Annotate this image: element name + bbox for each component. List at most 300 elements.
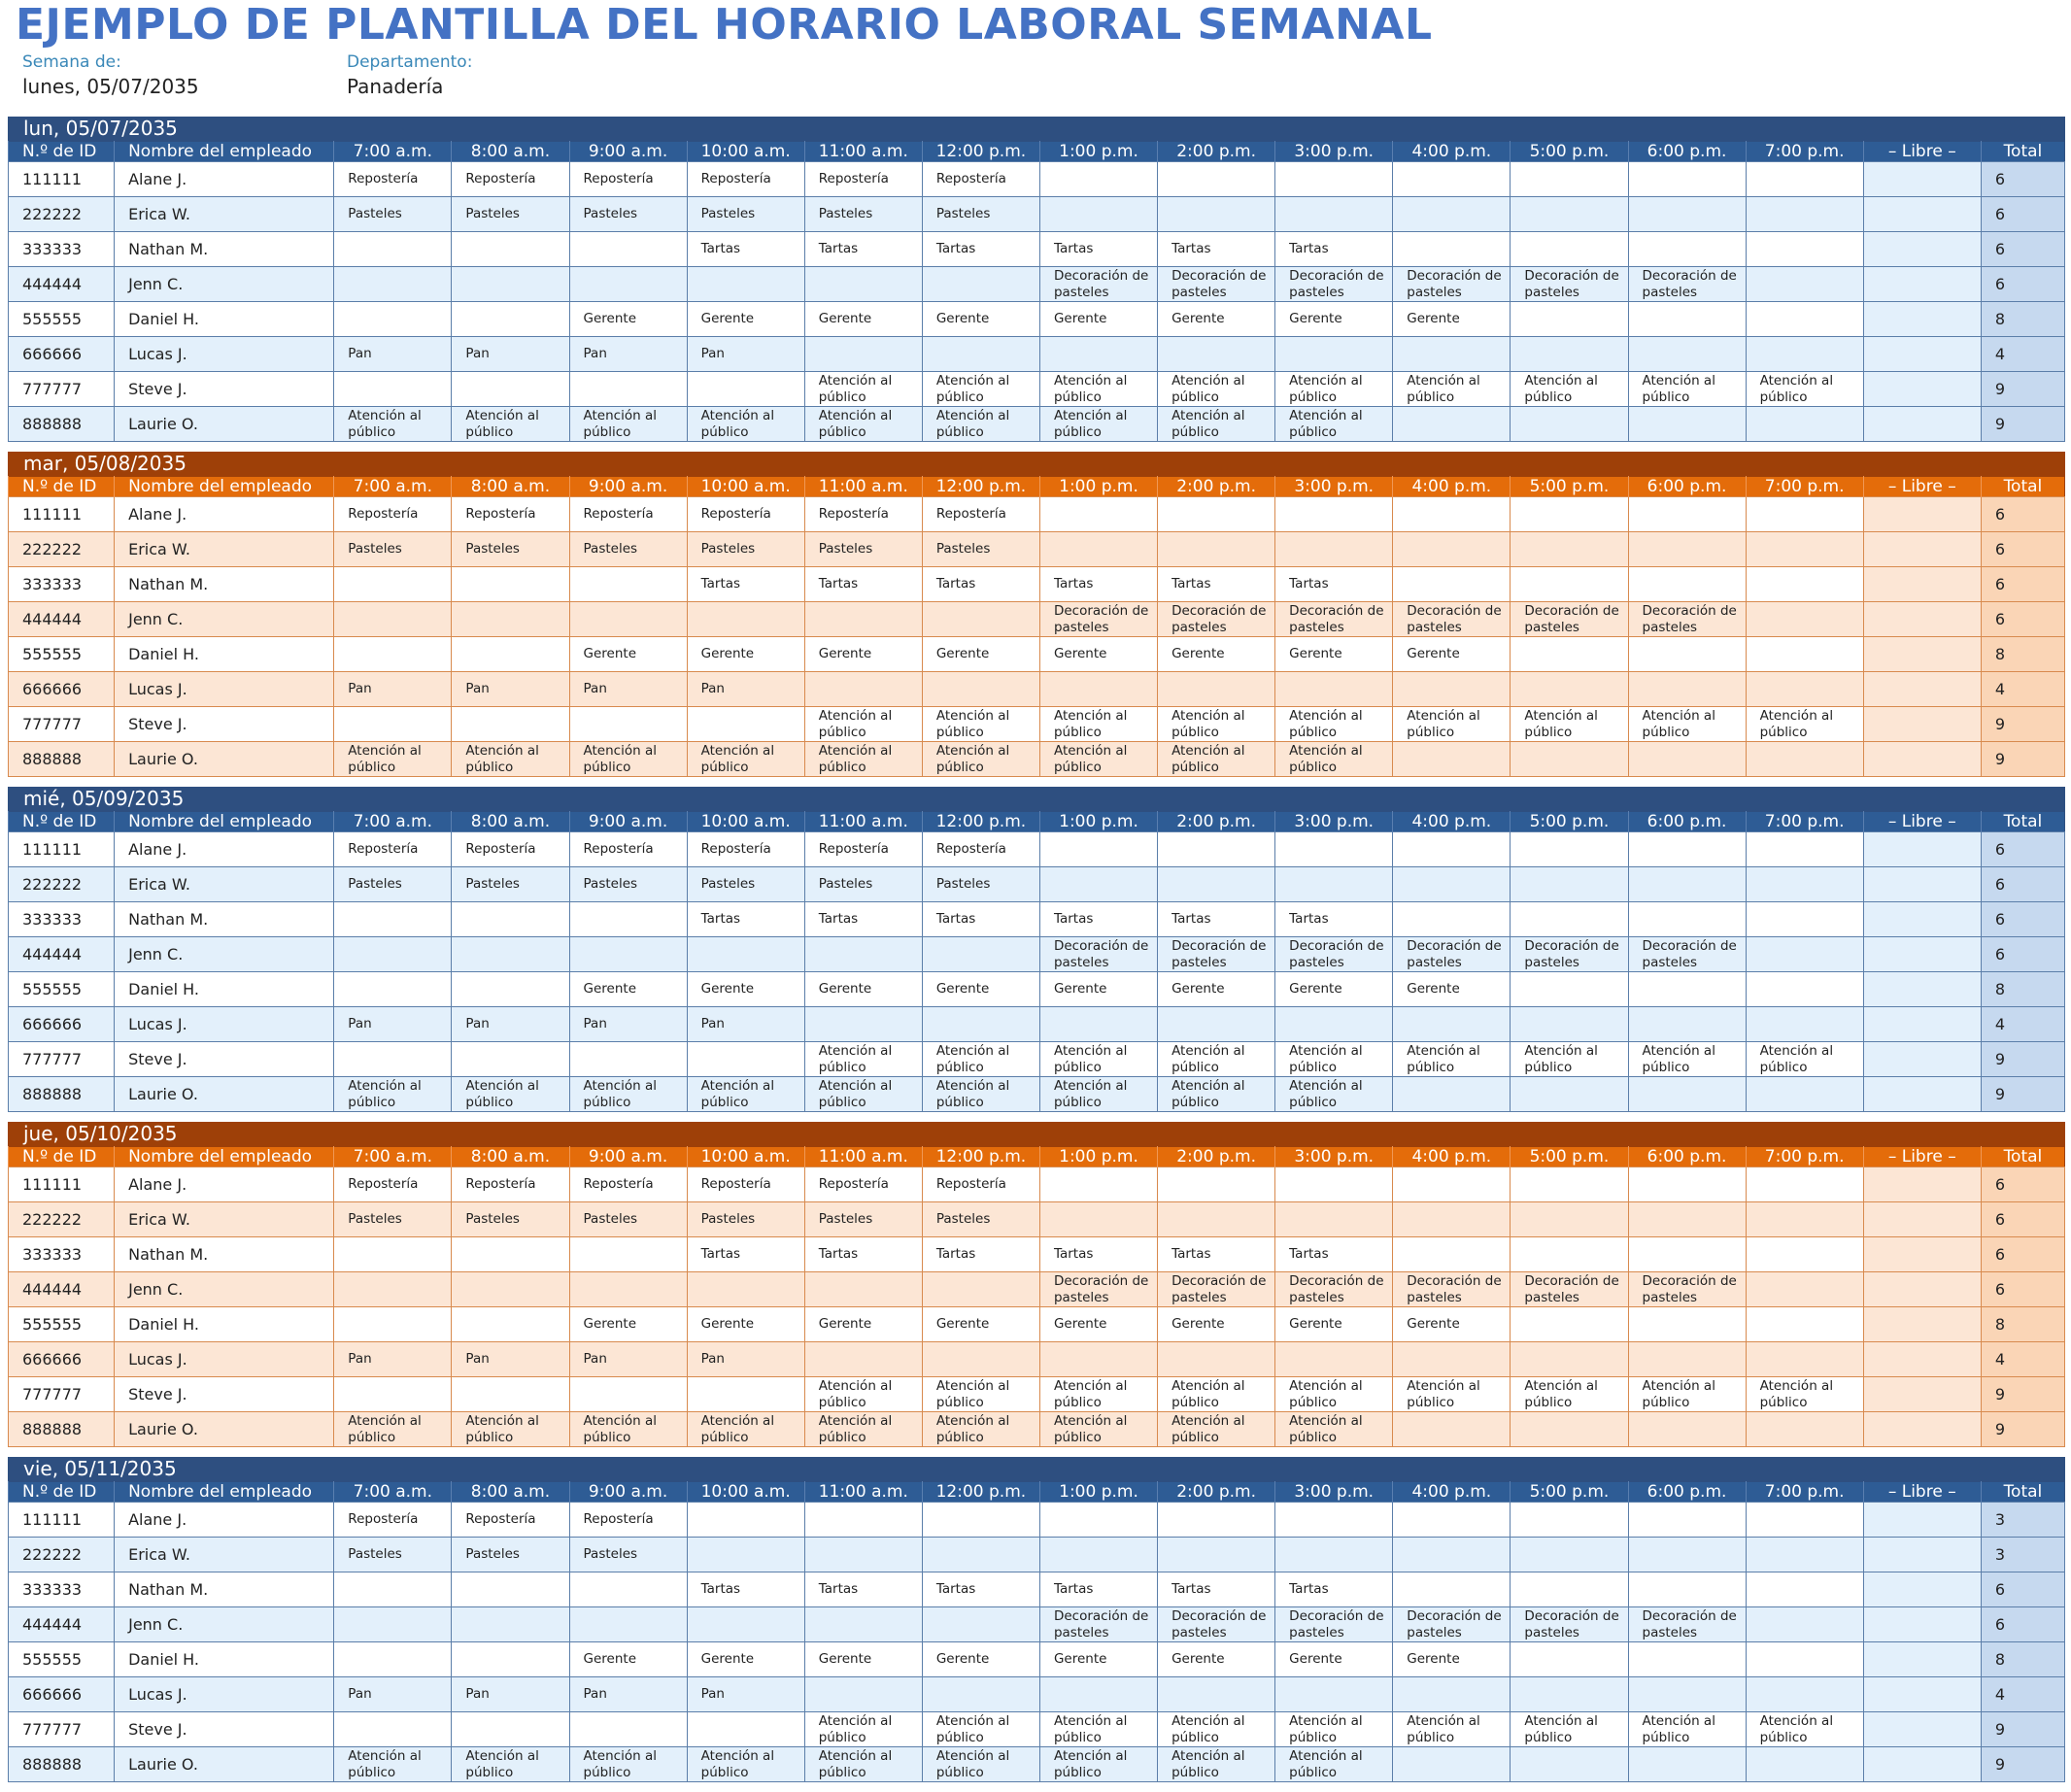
shift-cell[interactable]: Decoración de pasteles <box>1393 267 1511 302</box>
shift-cell[interactable] <box>334 602 452 637</box>
shift-cell[interactable] <box>1158 197 1275 232</box>
free-cell[interactable] <box>1863 407 1981 442</box>
shift-cell[interactable] <box>1746 497 1863 532</box>
shift-cell[interactable] <box>334 1712 452 1747</box>
employee-name-cell[interactable]: Steve J. <box>115 1377 334 1412</box>
shift-cell[interactable]: Gerente <box>804 972 922 1007</box>
shift-cell[interactable]: Pan <box>687 337 804 372</box>
employee-name-cell[interactable]: Erica W. <box>115 867 334 902</box>
shift-cell[interactable] <box>804 672 922 707</box>
shift-cell[interactable]: Pan <box>687 1007 804 1042</box>
shift-cell[interactable]: Gerente <box>1275 972 1393 1007</box>
shift-cell[interactable]: Tartas <box>1275 1237 1393 1272</box>
shift-cell[interactable]: Atención al público <box>1746 707 1863 742</box>
employee-name-cell[interactable]: Jenn C. <box>115 1272 334 1307</box>
shift-cell[interactable] <box>687 1272 804 1307</box>
employee-name-cell[interactable]: Alane J. <box>115 1167 334 1202</box>
shift-cell[interactable] <box>1039 1677 1157 1712</box>
shift-cell[interactable] <box>1511 1307 1628 1342</box>
shift-cell[interactable] <box>1628 1007 1746 1042</box>
shift-cell[interactable] <box>452 1377 569 1412</box>
shift-cell[interactable]: Pasteles <box>687 867 804 902</box>
shift-cell[interactable]: Decoración de pasteles <box>1628 602 1746 637</box>
shift-cell[interactable] <box>804 937 922 972</box>
shift-cell[interactable]: Pasteles <box>687 532 804 567</box>
shift-cell[interactable]: Atención al público <box>1158 407 1275 442</box>
shift-cell[interactable] <box>1511 742 1628 777</box>
employee-id-cell[interactable]: 111111 <box>9 497 115 532</box>
shift-cell[interactable]: Gerente <box>1039 302 1157 337</box>
shift-cell[interactable]: Atención al público <box>1746 1377 1863 1412</box>
shift-cell[interactable]: Decoración de pasteles <box>1275 1272 1393 1307</box>
shift-cell[interactable]: Repostería <box>804 832 922 867</box>
shift-cell[interactable]: Gerente <box>1393 302 1511 337</box>
shift-cell[interactable] <box>1628 532 1746 567</box>
employee-name-cell[interactable]: Alane J. <box>115 162 334 197</box>
shift-cell[interactable] <box>922 602 1039 637</box>
shift-cell[interactable] <box>452 1237 569 1272</box>
shift-cell[interactable] <box>334 937 452 972</box>
shift-cell[interactable]: Atención al público <box>1275 407 1393 442</box>
shift-cell[interactable]: Gerente <box>1275 302 1393 337</box>
employee-id-cell[interactable]: 111111 <box>9 1167 115 1202</box>
shift-cell[interactable] <box>804 1503 922 1538</box>
shift-cell[interactable] <box>569 1712 687 1747</box>
shift-cell[interactable]: Gerente <box>804 302 922 337</box>
shift-cell[interactable] <box>922 1342 1039 1377</box>
shift-cell[interactable]: Atención al público <box>804 1077 922 1112</box>
shift-cell[interactable]: Repostería <box>569 1167 687 1202</box>
shift-cell[interactable] <box>1628 1167 1746 1202</box>
shift-cell[interactable]: Gerente <box>1393 972 1511 1007</box>
employee-id-cell[interactable]: 888888 <box>9 1412 115 1447</box>
shift-cell[interactable] <box>1158 867 1275 902</box>
free-cell[interactable] <box>1863 1202 1981 1237</box>
shift-cell[interactable] <box>452 902 569 937</box>
shift-cell[interactable]: Pan <box>334 1342 452 1377</box>
shift-cell[interactable] <box>1746 197 1863 232</box>
employee-id-cell[interactable]: 222222 <box>9 1202 115 1237</box>
free-cell[interactable] <box>1863 1642 1981 1677</box>
shift-cell[interactable]: Atención al público <box>1628 1712 1746 1747</box>
shift-cell[interactable] <box>1628 567 1746 602</box>
employee-id-cell[interactable]: 444444 <box>9 602 115 637</box>
shift-cell[interactable]: Atención al público <box>1275 1747 1393 1782</box>
shift-cell[interactable] <box>569 707 687 742</box>
shift-cell[interactable] <box>569 1272 687 1307</box>
shift-cell[interactable]: Decoración de pasteles <box>1039 602 1157 637</box>
shift-cell[interactable]: Gerente <box>804 637 922 672</box>
shift-cell[interactable]: Atención al público <box>1275 742 1393 777</box>
shift-cell[interactable] <box>1158 1677 1275 1712</box>
shift-cell[interactable] <box>452 372 569 407</box>
shift-cell[interactable] <box>1628 497 1746 532</box>
free-cell[interactable] <box>1863 1503 1981 1538</box>
shift-cell[interactable]: Gerente <box>687 302 804 337</box>
shift-cell[interactable]: Atención al público <box>1628 1377 1746 1412</box>
shift-cell[interactable] <box>804 337 922 372</box>
free-cell[interactable] <box>1863 232 1981 267</box>
shift-cell[interactable] <box>1393 1538 1511 1572</box>
shift-cell[interactable] <box>922 1007 1039 1042</box>
shift-cell[interactable] <box>334 637 452 672</box>
shift-cell[interactable]: Repostería <box>687 162 804 197</box>
shift-cell[interactable]: Pan <box>569 1007 687 1042</box>
employee-name-cell[interactable]: Steve J. <box>115 1712 334 1747</box>
shift-cell[interactable]: Pasteles <box>334 532 452 567</box>
shift-cell[interactable]: Tartas <box>922 232 1039 267</box>
shift-cell[interactable] <box>1746 672 1863 707</box>
shift-cell[interactable] <box>1628 1412 1746 1447</box>
shift-cell[interactable] <box>1746 232 1863 267</box>
shift-cell[interactable]: Decoración de pasteles <box>1158 267 1275 302</box>
employee-id-cell[interactable]: 111111 <box>9 1503 115 1538</box>
shift-cell[interactable]: Decoración de pasteles <box>1039 1607 1157 1642</box>
shift-cell[interactable] <box>1393 197 1511 232</box>
shift-cell[interactable]: Atención al público <box>922 1747 1039 1782</box>
shift-cell[interactable] <box>1511 497 1628 532</box>
shift-cell[interactable]: Decoración de pasteles <box>1039 267 1157 302</box>
shift-cell[interactable]: Tartas <box>687 1237 804 1272</box>
shift-cell[interactable]: Atención al público <box>687 1747 804 1782</box>
employee-name-cell[interactable]: Jenn C. <box>115 937 334 972</box>
shift-cell[interactable]: Decoración de pasteles <box>1275 602 1393 637</box>
shift-cell[interactable]: Atención al público <box>1275 1042 1393 1077</box>
employee-id-cell[interactable]: 333333 <box>9 902 115 937</box>
employee-name-cell[interactable]: Alane J. <box>115 497 334 532</box>
shift-cell[interactable]: Atención al público <box>1393 707 1511 742</box>
shift-cell[interactable]: Repostería <box>334 1503 452 1538</box>
shift-cell[interactable] <box>1511 1642 1628 1677</box>
shift-cell[interactable] <box>1393 902 1511 937</box>
shift-cell[interactable]: Atención al público <box>922 1712 1039 1747</box>
shift-cell[interactable]: Decoración de pasteles <box>1511 1607 1628 1642</box>
shift-cell[interactable] <box>1746 602 1863 637</box>
shift-cell[interactable]: Atención al público <box>1275 372 1393 407</box>
shift-cell[interactable]: Atención al público <box>452 1077 569 1112</box>
shift-cell[interactable]: Gerente <box>1275 1642 1393 1677</box>
shift-cell[interactable]: Repostería <box>569 162 687 197</box>
shift-cell[interactable] <box>334 1572 452 1607</box>
employee-name-cell[interactable]: Nathan M. <box>115 567 334 602</box>
shift-cell[interactable] <box>1275 1167 1393 1202</box>
shift-cell[interactable]: Pan <box>569 337 687 372</box>
shift-cell[interactable] <box>1039 867 1157 902</box>
shift-cell[interactable] <box>1393 1202 1511 1237</box>
shift-cell[interactable]: Gerente <box>1158 637 1275 672</box>
shift-cell[interactable] <box>334 1042 452 1077</box>
shift-cell[interactable] <box>922 267 1039 302</box>
shift-cell[interactable] <box>1393 232 1511 267</box>
shift-cell[interactable] <box>569 937 687 972</box>
shift-cell[interactable]: Pasteles <box>334 197 452 232</box>
shift-cell[interactable]: Atención al público <box>1275 707 1393 742</box>
free-cell[interactable] <box>1863 337 1981 372</box>
shift-cell[interactable]: Atención al público <box>687 1412 804 1447</box>
shift-cell[interactable]: Atención al público <box>687 1077 804 1112</box>
shift-cell[interactable] <box>804 1677 922 1712</box>
shift-cell[interactable]: Gerente <box>1158 1642 1275 1677</box>
shift-cell[interactable]: Tartas <box>1275 567 1393 602</box>
shift-cell[interactable]: Atención al público <box>1039 1712 1157 1747</box>
shift-cell[interactable] <box>1393 1167 1511 1202</box>
employee-name-cell[interactable]: Daniel H. <box>115 1642 334 1677</box>
shift-cell[interactable]: Gerente <box>687 972 804 1007</box>
employee-id-cell[interactable]: 444444 <box>9 937 115 972</box>
shift-cell[interactable] <box>1393 1677 1511 1712</box>
shift-cell[interactable] <box>1628 1538 1746 1572</box>
shift-cell[interactable]: Repostería <box>569 1503 687 1538</box>
shift-cell[interactable]: Atención al público <box>1275 1712 1393 1747</box>
shift-cell[interactable] <box>1393 832 1511 867</box>
shift-cell[interactable]: Decoración de pasteles <box>1511 1272 1628 1307</box>
shift-cell[interactable] <box>1393 867 1511 902</box>
shift-cell[interactable] <box>1628 1342 1746 1377</box>
shift-cell[interactable]: Atención al público <box>922 407 1039 442</box>
shift-cell[interactable]: Tartas <box>1039 902 1157 937</box>
shift-cell[interactable] <box>1158 1538 1275 1572</box>
shift-cell[interactable]: Repostería <box>452 162 569 197</box>
shift-cell[interactable] <box>1275 1538 1393 1572</box>
shift-cell[interactable]: Gerente <box>922 972 1039 1007</box>
shift-cell[interactable]: Tartas <box>922 567 1039 602</box>
shift-cell[interactable]: Repostería <box>569 832 687 867</box>
shift-cell[interactable] <box>1393 1503 1511 1538</box>
shift-cell[interactable] <box>1275 1202 1393 1237</box>
shift-cell[interactable] <box>922 1272 1039 1307</box>
shift-cell[interactable]: Gerente <box>1158 972 1275 1007</box>
free-cell[interactable] <box>1863 162 1981 197</box>
shift-cell[interactable] <box>1628 1747 1746 1782</box>
shift-cell[interactable]: Atención al público <box>1039 372 1157 407</box>
shift-cell[interactable] <box>1393 1747 1511 1782</box>
shift-cell[interactable] <box>1158 1342 1275 1377</box>
shift-cell[interactable]: Atención al público <box>922 372 1039 407</box>
shift-cell[interactable] <box>1628 407 1746 442</box>
shift-cell[interactable] <box>1039 337 1157 372</box>
shift-cell[interactable] <box>334 567 452 602</box>
employee-name-cell[interactable]: Jenn C. <box>115 267 334 302</box>
shift-cell[interactable] <box>1511 867 1628 902</box>
shift-cell[interactable] <box>687 372 804 407</box>
employee-id-cell[interactable]: 666666 <box>9 1342 115 1377</box>
shift-cell[interactable] <box>569 1042 687 1077</box>
shift-cell[interactable] <box>1393 1342 1511 1377</box>
shift-cell[interactable]: Decoración de pasteles <box>1628 1272 1746 1307</box>
shift-cell[interactable] <box>1628 867 1746 902</box>
shift-cell[interactable] <box>334 302 452 337</box>
shift-cell[interactable] <box>1158 337 1275 372</box>
shift-cell[interactable] <box>1628 1202 1746 1237</box>
shift-cell[interactable]: Atención al público <box>452 407 569 442</box>
free-cell[interactable] <box>1863 902 1981 937</box>
shift-cell[interactable]: Pan <box>334 337 452 372</box>
shift-cell[interactable]: Pasteles <box>569 1202 687 1237</box>
shift-cell[interactable]: Atención al público <box>1275 1077 1393 1112</box>
free-cell[interactable] <box>1863 707 1981 742</box>
employee-id-cell[interactable]: 444444 <box>9 1607 115 1642</box>
shift-cell[interactable] <box>1628 1237 1746 1272</box>
free-cell[interactable] <box>1863 532 1981 567</box>
employee-id-cell[interactable]: 666666 <box>9 1677 115 1712</box>
shift-cell[interactable]: Atención al público <box>1158 1377 1275 1412</box>
shift-cell[interactable]: Decoración de pasteles <box>1393 1272 1511 1307</box>
shift-cell[interactable]: Atención al público <box>1511 1712 1628 1747</box>
free-cell[interactable] <box>1863 937 1981 972</box>
shift-cell[interactable]: Decoración de pasteles <box>1393 602 1511 637</box>
shift-cell[interactable] <box>1746 407 1863 442</box>
shift-cell[interactable] <box>452 1572 569 1607</box>
shift-cell[interactable] <box>1393 162 1511 197</box>
shift-cell[interactable]: Repostería <box>334 497 452 532</box>
shift-cell[interactable]: Gerente <box>1275 1307 1393 1342</box>
shift-cell[interactable]: Pasteles <box>804 532 922 567</box>
shift-cell[interactable] <box>1393 742 1511 777</box>
shift-cell[interactable] <box>1511 1677 1628 1712</box>
employee-id-cell[interactable]: 888888 <box>9 1077 115 1112</box>
shift-cell[interactable] <box>569 1607 687 1642</box>
shift-cell[interactable] <box>452 1642 569 1677</box>
employee-id-cell[interactable]: 777777 <box>9 1042 115 1077</box>
shift-cell[interactable]: Atención al público <box>1158 1042 1275 1077</box>
shift-cell[interactable]: Atención al público <box>569 742 687 777</box>
shift-cell[interactable] <box>1275 1007 1393 1042</box>
free-cell[interactable] <box>1863 1042 1981 1077</box>
shift-cell[interactable]: Atención al público <box>452 1412 569 1447</box>
shift-cell[interactable] <box>1746 1607 1863 1642</box>
shift-cell[interactable]: Repostería <box>922 497 1039 532</box>
shift-cell[interactable] <box>687 1042 804 1077</box>
shift-cell[interactable]: Pasteles <box>334 1538 452 1572</box>
shift-cell[interactable]: Decoración de pasteles <box>1628 1607 1746 1642</box>
free-cell[interactable] <box>1863 1342 1981 1377</box>
shift-cell[interactable]: Atención al público <box>1511 1042 1628 1077</box>
employee-id-cell[interactable]: 777777 <box>9 372 115 407</box>
shift-cell[interactable]: Atención al público <box>804 407 922 442</box>
employee-id-cell[interactable]: 444444 <box>9 267 115 302</box>
shift-cell[interactable] <box>1511 532 1628 567</box>
shift-cell[interactable]: Atención al público <box>922 707 1039 742</box>
free-cell[interactable] <box>1863 1412 1981 1447</box>
shift-cell[interactable]: Repostería <box>334 832 452 867</box>
employee-id-cell[interactable]: 888888 <box>9 1747 115 1782</box>
shift-cell[interactable] <box>1511 1503 1628 1538</box>
shift-cell[interactable]: Atención al público <box>452 742 569 777</box>
shift-cell[interactable]: Repostería <box>804 1167 922 1202</box>
shift-cell[interactable] <box>1746 532 1863 567</box>
shift-cell[interactable]: Pasteles <box>452 1538 569 1572</box>
shift-cell[interactable]: Tartas <box>804 902 922 937</box>
shift-cell[interactable]: Atención al público <box>922 1042 1039 1077</box>
shift-cell[interactable]: Atención al público <box>1511 1377 1628 1412</box>
shift-cell[interactable]: Gerente <box>569 1307 687 1342</box>
shift-cell[interactable] <box>1746 337 1863 372</box>
employee-id-cell[interactable]: 777777 <box>9 1712 115 1747</box>
shift-cell[interactable]: Pasteles <box>804 1202 922 1237</box>
shift-cell[interactable]: Tartas <box>687 902 804 937</box>
shift-cell[interactable] <box>569 267 687 302</box>
shift-cell[interactable]: Atención al público <box>922 1412 1039 1447</box>
shift-cell[interactable]: Atención al público <box>1275 1412 1393 1447</box>
shift-cell[interactable] <box>1158 1202 1275 1237</box>
shift-cell[interactable] <box>1746 902 1863 937</box>
free-cell[interactable] <box>1863 1607 1981 1642</box>
shift-cell[interactable] <box>1746 742 1863 777</box>
shift-cell[interactable] <box>452 637 569 672</box>
shift-cell[interactable]: Atención al público <box>1039 1747 1157 1782</box>
shift-cell[interactable] <box>452 602 569 637</box>
shift-cell[interactable]: Decoración de pasteles <box>1275 937 1393 972</box>
shift-cell[interactable] <box>1511 1167 1628 1202</box>
shift-cell[interactable]: Pasteles <box>804 197 922 232</box>
shift-cell[interactable]: Tartas <box>804 1237 922 1272</box>
shift-cell[interactable]: Gerente <box>1393 1307 1511 1342</box>
shift-cell[interactable] <box>1511 197 1628 232</box>
shift-cell[interactable] <box>804 1538 922 1572</box>
shift-cell[interactable]: Atención al público <box>1393 1377 1511 1412</box>
shift-cell[interactable] <box>922 337 1039 372</box>
shift-cell[interactable]: Decoración de pasteles <box>1628 937 1746 972</box>
shift-cell[interactable] <box>687 1607 804 1642</box>
shift-cell[interactable] <box>1511 832 1628 867</box>
shift-cell[interactable] <box>452 302 569 337</box>
shift-cell[interactable]: Gerente <box>1039 1642 1157 1677</box>
free-cell[interactable] <box>1863 1677 1981 1712</box>
free-cell[interactable] <box>1863 637 1981 672</box>
shift-cell[interactable] <box>452 1712 569 1747</box>
shift-cell[interactable] <box>1039 197 1157 232</box>
shift-cell[interactable]: Atención al público <box>1039 407 1157 442</box>
shift-cell[interactable] <box>1628 162 1746 197</box>
shift-cell[interactable]: Gerente <box>569 1642 687 1677</box>
shift-cell[interactable] <box>1511 637 1628 672</box>
shift-cell[interactable]: Pasteles <box>687 197 804 232</box>
shift-cell[interactable]: Atención al público <box>569 407 687 442</box>
shift-cell[interactable] <box>1511 672 1628 707</box>
free-cell[interactable] <box>1863 197 1981 232</box>
shift-cell[interactable]: Decoración de pasteles <box>1511 267 1628 302</box>
shift-cell[interactable] <box>1628 1677 1746 1712</box>
employee-id-cell[interactable]: 555555 <box>9 302 115 337</box>
shift-cell[interactable] <box>1746 1272 1863 1307</box>
shift-cell[interactable] <box>1393 1007 1511 1042</box>
shift-cell[interactable]: Atención al público <box>1628 372 1746 407</box>
employee-id-cell[interactable]: 222222 <box>9 532 115 567</box>
shift-cell[interactable]: Atención al público <box>1039 1412 1157 1447</box>
shift-cell[interactable] <box>804 1007 922 1042</box>
shift-cell[interactable] <box>1628 337 1746 372</box>
shift-cell[interactable]: Decoración de pasteles <box>1275 267 1393 302</box>
shift-cell[interactable]: Tartas <box>922 1237 1039 1272</box>
shift-cell[interactable]: Pan <box>687 1342 804 1377</box>
shift-cell[interactable] <box>1746 1747 1863 1782</box>
shift-cell[interactable]: Pan <box>334 1677 452 1712</box>
shift-cell[interactable] <box>452 707 569 742</box>
shift-cell[interactable]: Atención al público <box>1746 1712 1863 1747</box>
shift-cell[interactable]: Pasteles <box>922 532 1039 567</box>
employee-name-cell[interactable]: Jenn C. <box>115 1607 334 1642</box>
shift-cell[interactable]: Atención al público <box>804 1747 922 1782</box>
shift-cell[interactable] <box>1275 197 1393 232</box>
shift-cell[interactable]: Pan <box>569 1342 687 1377</box>
employee-name-cell[interactable]: Lucas J. <box>115 337 334 372</box>
shift-cell[interactable] <box>922 1677 1039 1712</box>
shift-cell[interactable]: Atención al público <box>569 1412 687 1447</box>
shift-cell[interactable]: Tartas <box>1158 1237 1275 1272</box>
shift-cell[interactable]: Atención al público <box>1158 1412 1275 1447</box>
shift-cell[interactable] <box>1039 672 1157 707</box>
shift-cell[interactable] <box>687 1712 804 1747</box>
